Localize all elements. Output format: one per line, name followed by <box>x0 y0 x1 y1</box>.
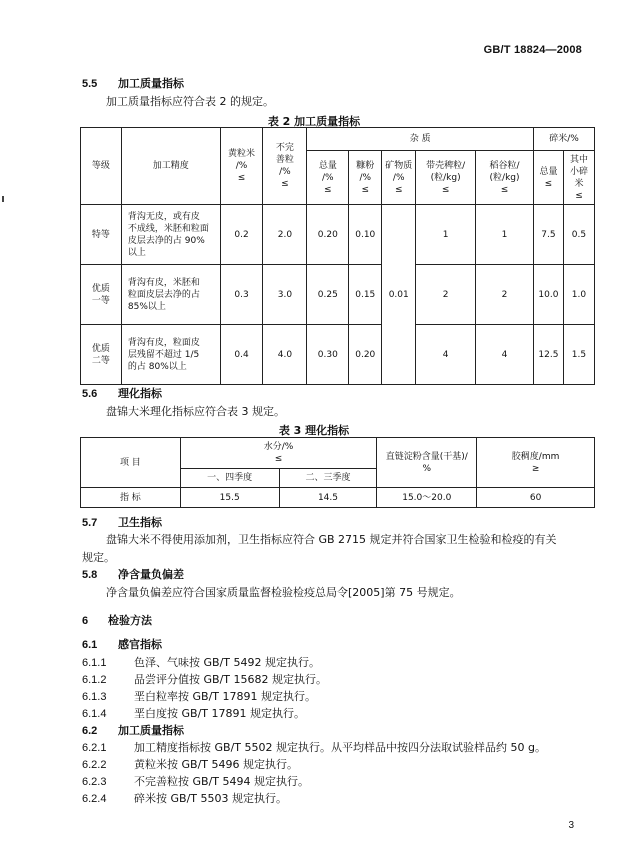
header-precision: 加工精度 <box>121 128 220 205</box>
total-cell: 0.20 <box>307 205 349 265</box>
bran-cell: 0.20 <box>349 325 382 385</box>
header-husked: 带壳稗粒/ (粒/kg) ≤ <box>416 151 476 205</box>
value-q23: 14.5 <box>279 488 377 508</box>
table-row <box>81 265 595 325</box>
table-2 <box>80 127 595 385</box>
header-broken: 碎米/% <box>533 128 594 151</box>
header-water: 水分/% ≤ <box>180 438 377 469</box>
imperfect-cell: 3.0 <box>263 265 307 325</box>
section-5-6-heading: 5.6 理化指标 <box>82 387 162 400</box>
total-cell: 0.30 <box>307 325 349 385</box>
section-6-2-4: 6.2.4 碎米按 GB/T 5503 规定执行。 <box>82 792 287 805</box>
table-3-caption: 表 3 理化指标 <box>278 424 350 437</box>
small-broken-cell: 1.5 <box>563 325 594 385</box>
grade-cell: 优质 一等 <box>81 265 122 325</box>
section-6-1-2: 6.1.2 品尝评分值按 GB/T 15682 规定执行。 <box>82 673 327 686</box>
paddy-cell: 2 <box>476 265 534 325</box>
husked-cell: 2 <box>416 265 476 325</box>
table-2-caption: 表 2 加工质量指标 <box>267 115 361 128</box>
table-row <box>81 205 595 265</box>
header-broken-total: 总量 ≤ <box>533 151 563 205</box>
header-q14: 一、四季度 <box>180 469 279 488</box>
section-6-1-heading: 6.1 感官指标 <box>82 638 162 651</box>
section-6-2-3: 6.2.3 不完善粒按 GB/T 5494 规定执行。 <box>82 775 309 788</box>
broken-total-cell: 7.5 <box>533 205 563 265</box>
section-6-1-1: 6.1.1 色泽、气味按 GB/T 5492 规定执行。 <box>82 656 320 669</box>
header-amylose: 直链淀粉含量(干基)/ % <box>377 438 477 488</box>
page-number: 3 <box>568 820 574 831</box>
section-5-8-text: 净含量负偏差应符合国家质量监督检验检疫总局令[2005]第 75 号规定。 <box>106 586 461 599</box>
table-row <box>81 488 595 508</box>
precision-cell: 背沟有皮，粒面皮 层残留不超过 1/5 的占 80%以上 <box>121 325 220 385</box>
yellow-cell: 0.4 <box>220 325 263 385</box>
total-cell: 0.25 <box>307 265 349 325</box>
value-gel: 60 <box>477 488 595 508</box>
value-q14: 15.5 <box>180 488 279 508</box>
header-mineral: 矿物质 /% ≤ <box>382 151 416 205</box>
paddy-cell: 4 <box>476 325 534 385</box>
grade-cell: 特等 <box>81 205 122 265</box>
standard-number: GB/T 18824—2008 <box>483 44 582 56</box>
mineral-cell: 0.01 <box>382 205 416 385</box>
broken-total-cell: 12.5 <box>533 325 563 385</box>
section-6-heading: 6 检验方法 <box>82 614 152 627</box>
table-3 <box>80 437 595 508</box>
precision-cell: 背沟有皮，米胚和 粒面皮层去净的占 85%以上 <box>121 265 220 325</box>
paddy-cell: 1 <box>476 205 534 265</box>
section-6-2-2: 6.2.2 黄粒米按 GB/T 5496 规定执行。 <box>82 758 298 771</box>
broken-total-cell: 10.0 <box>533 265 563 325</box>
bran-cell: 0.15 <box>349 265 382 325</box>
section-5-8-heading: 5.8 净含量负偏差 <box>82 568 184 581</box>
section-5-5-text: 加工质量指标应符合表 2 的规定。 <box>106 95 274 108</box>
header-bran: 糠粉 /% ≤ <box>349 151 382 205</box>
husked-cell: 4 <box>416 325 476 385</box>
section-5-5-heading: 5.5 加工质量指标 <box>82 77 184 90</box>
header-small-broken: 其中 小碎米 ≤ <box>563 151 594 205</box>
section-5-7-text-cont: 规定。 <box>82 551 115 564</box>
header-paddy: 稻谷粒/ (粒/kg) ≤ <box>476 151 534 205</box>
precision-cell: 背沟无皮，或有皮 不成线，米胚和粒面 皮层去净的占 90% 以上 <box>121 205 220 265</box>
value-amylose: 15.0～20.0 <box>377 488 477 508</box>
header-q23: 二、三季度 <box>279 469 377 488</box>
header-yellow: 黄粒米 /% ≤ <box>220 128 263 205</box>
margin-mark <box>2 196 4 202</box>
section-6-2-heading: 6.2 加工质量指标 <box>82 724 184 737</box>
header-item: 项 目 <box>81 438 181 488</box>
yellow-cell: 0.2 <box>220 205 263 265</box>
header-gel: 胶稠度/mm ≥ <box>477 438 595 488</box>
small-broken-cell: 1.0 <box>563 265 594 325</box>
section-5-7-heading: 5.7 卫生指标 <box>82 516 162 529</box>
husked-cell: 1 <box>416 205 476 265</box>
grade-cell: 优质 二等 <box>81 325 122 385</box>
header-total: 总量 /% ≤ <box>307 151 349 205</box>
section-6-2-1: 6.2.1 加工精度指标按 GB/T 5502 规定执行。从平均样品中按四分法取试验样品约 50 g。 <box>82 741 546 754</box>
row-label: 指 标 <box>81 488 181 508</box>
bran-cell: 0.10 <box>349 205 382 265</box>
table-row <box>81 325 595 385</box>
section-5-6-text: 盘锦大米理化指标应符合表 3 规定。 <box>106 405 285 418</box>
imperfect-cell: 4.0 <box>263 325 307 385</box>
section-5-7-text: 盘锦大米不得使用添加剂，卫生指标应符合 GB 2715 规定并符合国家卫生检验和检疫的有关 <box>106 533 557 546</box>
small-broken-cell: 0.5 <box>563 205 594 265</box>
header-impurity: 杂 质 <box>307 128 534 151</box>
section-6-1-3: 6.1.3 垩白粒率按 GB/T 17891 规定执行。 <box>82 690 316 703</box>
section-6-1-4: 6.1.4 垩白度按 GB/T 17891 规定执行。 <box>82 707 305 720</box>
imperfect-cell: 2.0 <box>263 205 307 265</box>
header-imperfect: 不完 善粒 /% ≤ <box>263 128 307 205</box>
yellow-cell: 0.3 <box>220 265 263 325</box>
header-grade: 等级 <box>81 128 122 205</box>
